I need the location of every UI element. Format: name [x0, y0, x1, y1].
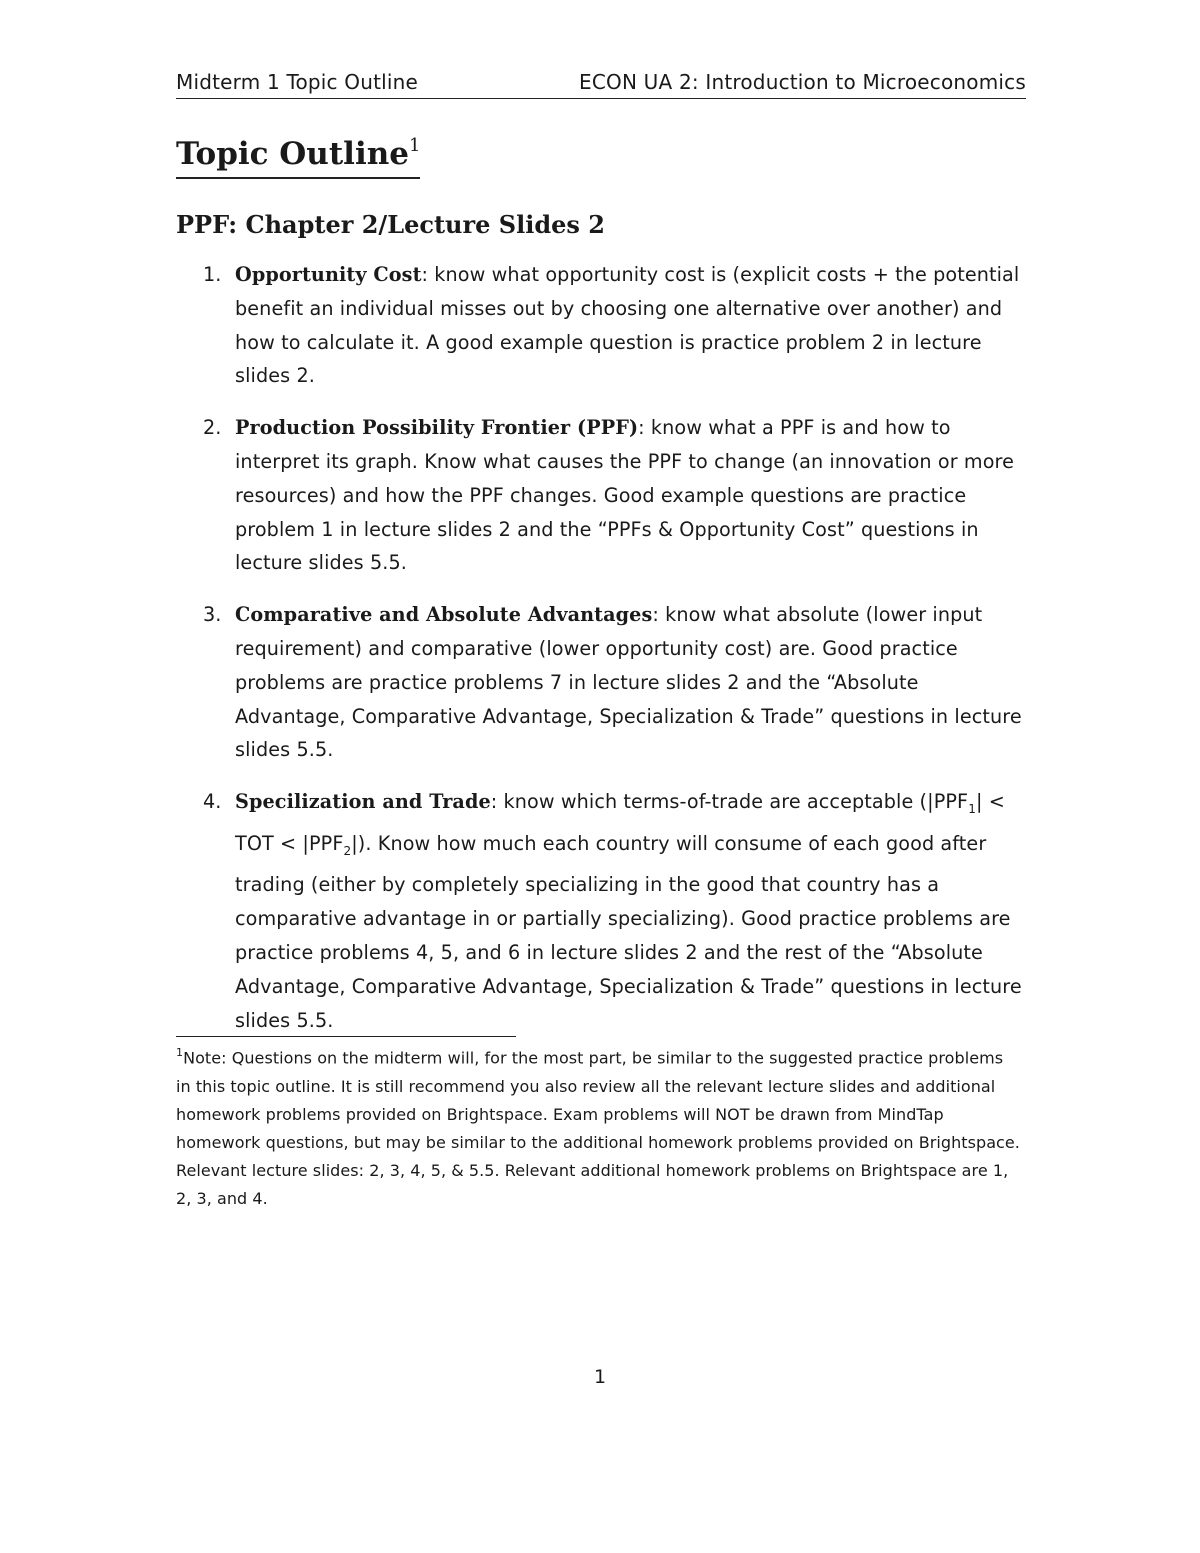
section-heading: PPF: Chapter 2/Lecture Slides 2 [176, 210, 605, 239]
topic-item-specialization-trade [176, 785, 1025, 1037]
header-course-title: ECON UA 2: Introduction to Microeconomics [579, 70, 1026, 94]
topic-item-opportunity-cost [176, 258, 1025, 393]
item-text-part-c: |). Know how much each country will consume of each good after trading (either by completely specializing in the good that country has a comparative advantage in or partially specializing). Good practice problems are practice problems 4, 5, and 6 in lecture slides 2 and the rest of the “Absolute Advantage, Comparative Advantage, Specialization & Trade” questions in lecture slides 5.5. [235, 831, 1022, 1032]
item-term: Production Possibility Frontier (PPF) [235, 416, 639, 440]
topic-item-ppf [176, 411, 1025, 580]
title-footnote-mark: 1 [408, 134, 421, 156]
topic-item-advantages [176, 598, 1025, 767]
header-left-title: Midterm 1 Topic Outline [176, 70, 419, 94]
footnote-divider [176, 1036, 516, 1037]
page-title [176, 136, 420, 179]
item-text: : know what absolute (lower input requirement) and comparative (lower opportunity cost) are. Good practice problems are practice problems 7 in lecture slides 2 and the “Absolute Advantage, Comparative Advantage, Specialization & Trade” questions in lecture slides 5.5. [235, 603, 1022, 762]
item-number: 4. [203, 790, 222, 814]
item-text: : know what a PPF is and how to interpret its graph. Know what causes the PPF to change (an innovation or more resources) and how the PPF changes. Good example questions are practice problem 1 in lecture slides 2 and the “PPFs & Opportunity Cost” questions in lecture slides 5.5. [235, 416, 1014, 575]
item-text-part-a: : know which terms-of-trade are acceptable (|PPF [490, 790, 969, 814]
item-number: 1. [203, 263, 222, 286]
ppf-subscript-1: 1 [968, 801, 976, 816]
item-text: : know what opportunity cost is (explicit costs + the potential benefit an individual misses out by choosing one alternative over another) and how to calculate it. A good example question is practice problem 2 in lecture slides 2. [235, 263, 1020, 388]
item-term: Specilization and Trade [235, 790, 491, 814]
item-number: 3. [203, 603, 222, 627]
footnote [176, 1040, 1021, 1214]
item-term: Opportunity Cost [235, 263, 422, 286]
item-term: Comparative and Absolute Advantages [235, 603, 653, 627]
item-text-part-b: | < TOT < |PPF [235, 790, 1005, 855]
footnote-text: Note: Questions on the midterm will, for the most part, be similar to the suggested practice problems in this topic outline. It is still recommend you also review all the relevant lecture slides and additional homework problems provided on Brightspace. Exam problems will NOT be drawn from MindTap homework questions, but may be similar to the additional homework problems provided on Brightspace. Relevant lecture slides: 2, 3, 4, 5, & 5.5. Relevant additional homework problems on Brightspace are 1, 2, 3, and 4. [176, 1048, 1020, 1209]
footnote-mark: 1 [176, 1046, 184, 1059]
page-title-text: Topic Outline [176, 136, 409, 172]
page-number: 1 [593, 1366, 607, 1388]
running-header [176, 68, 1026, 99]
ppf-subscript-2: 2 [343, 843, 352, 858]
topic-list [176, 258, 1056, 1055]
item-number: 2. [203, 416, 222, 440]
